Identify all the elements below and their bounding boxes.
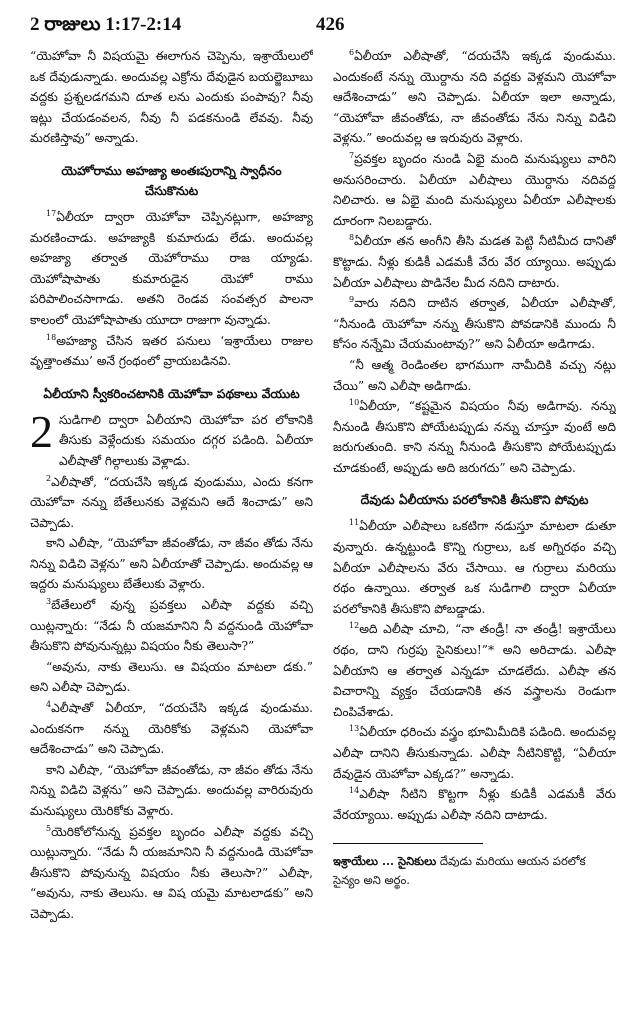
verse-text: ఏలీయా ధరించు వస్త్రం భూమిమీదికి పడింది. అందువల్ల ఎలీషా దానిని తీసుకున్నాడు. ఎలీషా నీటినికొట్టి, “ఏలీయా దేవుడైన యెహోవా ఎక్కడ?” అన్నాడు. (333, 725, 616, 781)
verse-18 (30, 331, 313, 372)
verse-11 (333, 516, 616, 619)
verse-3 (30, 595, 313, 657)
section-heading-jehoram: యెహోరాము అహజ్యా అంతఃపురాన్ని స్వాధీనం చేసుకొనుట (61, 163, 282, 198)
verse-text: ఎలీషాతో ఏలీయా, “దయచేసి ఇక్కడ వుండుము. ఎందుకనగా నన్ను యెరికోకు వెళ్లమని యెహోవా ఆదేశించాడు” అని చెప్పాడు. (30, 701, 313, 757)
verse-text: ప్రవక్తల బృందం నుండి ఏభై మంది మనుష్యులు వారిని అనుసరించారు. ఏలీయా ఎలీషాలు యొర్దాను నదివద్ద నిలిచారు. ఆ ఏభై మంది మనుష్యులు ఏలీయా ఎలీషాలకు దూరంగా నిలబడ్డారు. (333, 151, 616, 228)
verse-text: ఎలీషా నీటిని కొట్టగా నీళ్లు కుడికీ ఎడమకీ వేరు వేరయ్యాయి. అప్పుడు ఎలీషా నదిని దాటాడు. (333, 787, 616, 822)
verse-number: 8 (349, 233, 355, 243)
verse-text: బేతేలులో వున్న ప్రవక్తలు ఎలీషా వద్దకు వచ్చి యిట్లన్నారు: “నేడు నీ యజమానిని నీ వద్దనుండి యెహోవా తీసుకొని పోవునున్నట్లు విషయం నీకు తెలుసా?” (30, 598, 313, 654)
verse-text: అహజ్యా చేసిన ఇతర పనులు ‘ఇశ్రాయేలు రాజుల వృత్తాంతము’ అనే గ్రంథంలో వ్రాయబడినవి. (30, 333, 313, 369)
verse-number: 18 (46, 332, 57, 342)
verse-text: యెరికోలోనున్న ప్రవక్తల బృందం ఎలీషా వద్దకు వచ్చి యిట్లున్నారు. “నేడు నీ యజమానిని నీ వద్దనుండి యెహోవా తీసుకొని పోవునున్న విషయం నీకు తెలుసా?” ఎలీషా, “అవును, నాకు తెలుసు. ఆ విష యమై మాటలాడకు” అని చెప్పాడు. (30, 824, 313, 921)
right-column (333, 46, 616, 1005)
verse-4 (30, 698, 313, 760)
verse-3-continued: “అవును, నాకు తెలుసు. ఆ విషయం మాటలా డకు.” అని ఎలీషా చెప్పాడు. (30, 659, 313, 695)
verse-number: 5 (46, 823, 52, 833)
verse-number: 4 (46, 699, 52, 709)
verse-number: 6 (349, 47, 355, 57)
verse-17 (30, 207, 313, 331)
footnote-text: దేవుడు మరియు ఆయన పరలోక సైన్యం అని అర్థం. (333, 854, 586, 888)
text-columns (30, 46, 616, 1005)
verse-text: వారు నదిని దాటిన తర్వాత, ఏలీయా ఎలీషాతో, “నీనుండి యెహోవా నన్ను తీసుకొని పోవడానికి ముందు నీ కోసం నన్నేమి చేయమంటావు?” అని ఏలీయా అడిగాడు. (333, 296, 616, 352)
section-heading-elijah-taken: దేవుడు ఏలీయాను పరలోకానికి తీసుకొని పోవుట (360, 493, 589, 508)
verse-2-continued: కాని ఎలీషా, “యెహోవా జీవంతోడు, నా జీవం తోడు నేను నిన్ను విడిచి వెళ్లను” అని ఏలీయాతో చెప్పాడు. అందువల్ల ఆ ఇద్దరు మనుష్యులు బేతేలుకు వెళ్లారు. (30, 536, 313, 592)
verse-text: ఎలీషాతో, “దయచేసి ఇక్కడ వుండుము, ఎందు కనగా యెహోవా నన్ను బేతేలునకు వెళ్లమని ఆదే శించాడు” అని చెప్పాడు. (30, 474, 313, 530)
verse-number: 12 (349, 621, 360, 631)
verse-text: అది ఎలీషా చూచి, “నా తండ్రీ! నా తండ్రీ! ఇశ్రాయేలు రథం, దాని గుర్రపు సైనికులు!”* అని అరిచాడు. ఎలీషా ఏలీయాని ఆ తర్వాత ఎన్నడూ చూడలేదు. ఎలీషా తన విచారాన్ని వ్యక్తం చేయడానికి తన వస్త్రాలను రెండుగా చింపివేశాడు. (333, 622, 616, 719)
verse-text: ఏలీయా ఎలీషాతో, “దయచేసి ఇక్కడ వుండుము. ఎందుకంటే నన్ను యొర్దాను నది వద్దకు వెళ్లమని యెహోవా ఆదేశించాడు” అని చెప్పాడు. ఏలీయా ఇలా అన్నాడు, “యెహోవా జీవంతోడు, నా జీవంతోడు నేను నిన్ను విడిచి వెళ్లను.” అందువల్ల ఆ ఇరువురు వెళ్లారు. (333, 49, 616, 146)
left-column (30, 46, 313, 1005)
verse-text: ఏలీయా ద్వారా యెహోవా చెప్పినట్లుగా, అహజ్యా మరణించాడు. అహజ్యాకి కుమారుడు లేడు. అందువల్ల అహజ్యా తర్వాత యెహోరాము రాజ య్యాడు. యెహోషాపాతు కుమారుడైన యెహో రాము పరిపాలించసాగాడు. అతని రెండవ సంవత్సర పాలనా కాలంలో యెహోషాపాతు యూదా రాజుగా వున్నాడు. (30, 209, 313, 327)
verse-text: ఏలీయా ఎలీషాలు ఒకటిగా నడుస్తూ మాటలా డుతూ వున్నారు. ఉన్నట్టుండి కొన్ని గుర్రాలు, ఒక అగ్నిరథం వచ్చి ఏలీయా ఎలీషాలను వేరు చేసాయి. ఆ గుర్రాలు మరియు రథం ఉన్నాయి. తర్వాత ఒక సుడిగాలి ద్వారా ఏలీయా పరలోకానికి తీసుకొని పోబడ్డాడు. (333, 519, 616, 616)
verse-13 (333, 722, 616, 784)
book-reference: 2 రాజులు 1:17-2:14 (30, 14, 182, 35)
verse-14 (333, 784, 616, 825)
footnote-term: ఇశ్రాయేలు ... సైనికులు (333, 854, 437, 869)
section-heading-elijah-plan: ఏలీయాని స్వీకరించటానికి యెహోవా పథకాలు వేయుట (43, 386, 300, 401)
verse-9 (333, 293, 616, 355)
verse-text: ఏలీయా తన అంగీని తీసి మడత పెట్టి నీటిమీద దానితో కొట్టాడు. నీళ్లు కుడికీ ఎడమకీ వేరు వేర య్యాయి. అప్పుడు ఏలీయా ఎలీషాలు పొడినేల మీద నదిని దాటారు. (333, 234, 616, 290)
verse-number: 7 (349, 150, 355, 160)
verse-number: 3 (46, 597, 52, 606)
chapter-2-verse-1 (30, 405, 313, 472)
verse-number: 14 (349, 786, 360, 796)
verse-7 (333, 149, 616, 231)
page-header (30, 14, 616, 42)
verse-10 (333, 396, 616, 478)
verse-number: 10 (349, 398, 360, 408)
verse-12 (333, 619, 616, 722)
verse-text: ఏలీయా, “కష్టమైన విషయం నీవు అడిగావు. నన్ను నీనుండి తీసుకొని పోయేటప్పుడు నన్ను చూస్తూ వుంటే అది జరుగుతుంది. కాని నన్ను నీనుండి తీసుకొని పోయేటప్పుడు చూడకుంటే, అప్పుడు అది జరుగదు” అని చెప్పాడు. (333, 399, 616, 475)
verse-number: 2 (46, 473, 52, 483)
verse-5 (30, 822, 313, 925)
chapter-number: 2 (30, 405, 53, 457)
verse-number: 9 (349, 295, 355, 305)
verse-8 (333, 231, 616, 293)
verse-number: 17 (46, 208, 57, 218)
verse-4-continued: కాని ఎలీషా, “యెహోవా జీవంతోడు, నా జీవం తోడు నేను నిన్ను విడిచి వెళ్లను” అని చెప్పాడు. అందువల్ల వారిరువురు మనుష్యులు యెరికోకు వెళ్లారు. (30, 762, 313, 818)
verse-number: 11 (349, 518, 360, 528)
footnote-divider (333, 843, 483, 844)
paragraph-1-16-end: “యెహోవా నీ విషయమై ఈలాగున చెప్పెను, ఇశ్రాయేలులో ఒక దేవుడున్నాడు. అందువల్ల ఎక్రోను దేవుడైన బయల్జెబూబు వద్దకు ప్రశ్నలడగమని దూత లను ఎందుకు పంపావు? నీవు ఇట్లు చేయడంవలన, నీవు నీ పడకనుండి లేవవు. నీవు మరణిస్తావు” అన్నాడు. (30, 49, 313, 146)
page-number: 426 (316, 14, 345, 35)
verse-2 (30, 472, 313, 534)
footnote (333, 852, 616, 890)
verse-number: 13 (349, 724, 360, 734)
verse-6 (333, 46, 616, 149)
verse-text: సుడిగాలి ద్వారా ఏలీయాని యెహోవా పర లోకానికి తీసుకు వెళ్లేందుకు సమయం దగ్గర పడింది. ఏలీయా ఎలీషాతో గిల్గాలుకు వెళ్లాడు. (59, 412, 313, 468)
verse-9-continued: “నీ ఆత్మ రెండింతల భాగముగా నామీదికి వచ్చు నట్లు చేయి” అని ఎలీషా అడిగాడు. (333, 357, 616, 393)
